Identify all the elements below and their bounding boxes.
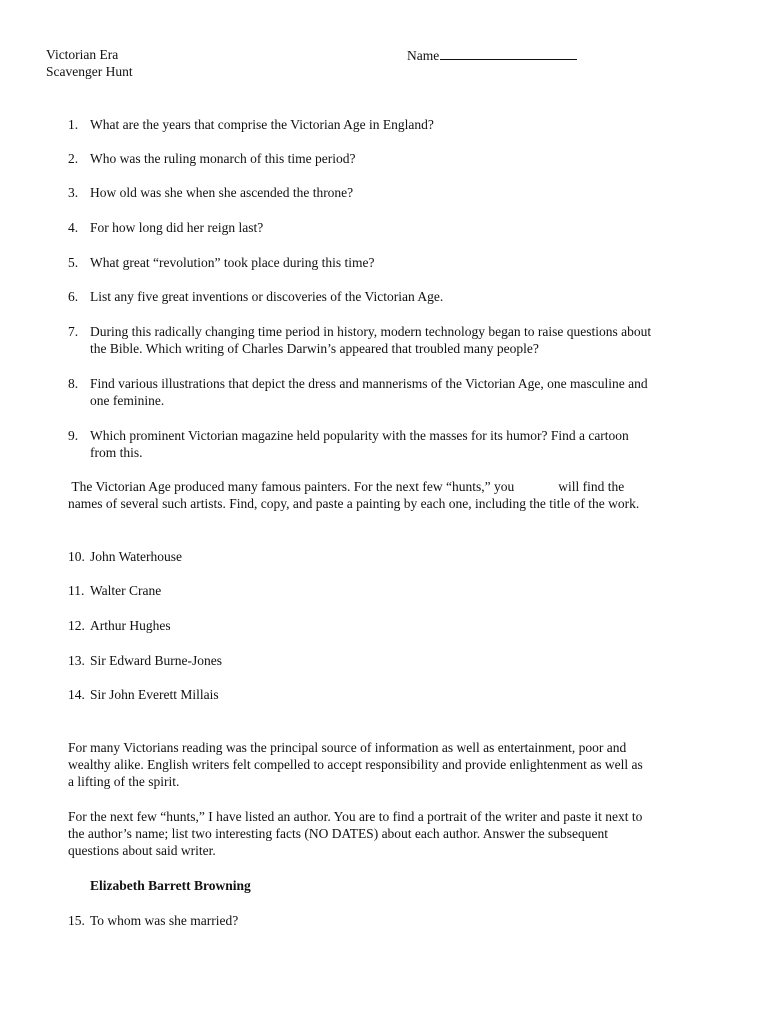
question-number: 4. [68, 220, 79, 235]
question-number: 15. [68, 913, 85, 928]
question-number: 1. [68, 117, 79, 132]
question-8 [68, 375, 728, 409]
question-text [90, 375, 728, 409]
question-3 [68, 184, 728, 201]
title-line-1: Victorian Era [46, 47, 119, 62]
artist-number: 13. [68, 653, 85, 668]
question-text: List any five great inventions or discoveries of the Victorian Age. [90, 289, 444, 304]
question-text: What are the years that comprise the Victorian Age in England? [90, 117, 434, 132]
question-6 [68, 288, 728, 305]
question-line: Which prominent Victorian magazine held popularity with the masses for its humor? Find a cartoon [90, 428, 629, 443]
artist-name: Walter Crane [90, 583, 162, 598]
question-text [90, 427, 728, 461]
question-text: For how long did her reign last? [90, 220, 264, 235]
question-text [90, 323, 728, 357]
question-2 [68, 150, 728, 167]
question-number: 9. [68, 428, 79, 443]
question-line: Find various illustrations that depict the dress and mannerisms of the Victorian Age, one masculine and [90, 376, 648, 391]
artist-number: 12. [68, 618, 85, 633]
question-number: 8. [68, 376, 79, 391]
artist-item-12 [68, 617, 171, 634]
question-text: To whom was she married? [90, 913, 239, 928]
artist-name: Arthur Hughes [90, 618, 171, 633]
paragraph-line: For the next few “hunts,” I have listed an author. You are to find a portrait of the writer and paste it next to [68, 809, 643, 824]
artist-name: Sir John Everett Millais [90, 687, 219, 702]
intro-line: names of several such artists. Find, copy, and paste a painting by each one, including the title of the work. [68, 496, 640, 511]
painters-intro [68, 478, 728, 512]
artist-item-13 [68, 652, 222, 669]
author-heading: Elizabeth Barrett Browning [90, 878, 251, 893]
artist-number: 11. [68, 583, 85, 598]
question-number: 3. [68, 185, 79, 200]
paragraph-line: the author’s name; list two interesting facts (NO DATES) about each author. Answer the subsequent [68, 826, 609, 841]
question-7 [68, 323, 728, 357]
artist-number: 10. [68, 549, 85, 564]
intro-text-a: The Victorian Age produced many famous painters. For the next few “hunts,” you [71, 479, 515, 494]
paragraph-line: a lifting of the spirit. [68, 774, 180, 789]
reading-paragraph [68, 739, 720, 790]
artist-item-14 [68, 686, 219, 703]
question-number: 2. [68, 151, 79, 166]
artist-item-10 [68, 548, 182, 565]
question-line: from this. [90, 445, 143, 460]
question-1 [68, 116, 728, 133]
question-5 [68, 254, 728, 271]
question-text: Who was the ruling monarch of this time period? [90, 151, 356, 166]
paragraph-line: questions about said writer. [68, 843, 216, 858]
name-field [407, 46, 577, 64]
question-9 [68, 427, 728, 461]
question-line: During this radically changing time period in history, modern technology began to raise questions about [90, 324, 652, 339]
worksheet-title [46, 46, 133, 80]
intro-text-b: will find the [558, 479, 625, 494]
name-blank-line [440, 46, 577, 60]
intro-line [68, 478, 728, 495]
artist-name: John Waterhouse [90, 549, 183, 564]
question-number: 6. [68, 289, 79, 304]
question-line: one feminine. [90, 393, 165, 408]
artist-item-11 [68, 582, 161, 599]
question-text: What great “revolution” took place during this time? [90, 255, 375, 270]
paragraph-line: wealthy alike. English writers felt compelled to accept responsibility and provide enlightenment as well as [68, 757, 643, 772]
paragraph-line: For many Victorians reading was the principal source of information as well as entertainment, poor and [68, 740, 627, 755]
artist-name: Sir Edward Burne-Jones [90, 653, 222, 668]
question-number: 7. [68, 324, 79, 339]
question-text: How old was she when she ascended the throne? [90, 185, 354, 200]
question-number: 5. [68, 255, 79, 270]
question-line: the Bible. Which writing of Charles Darwin’s appeared that troubled many people? [90, 341, 539, 356]
question-15 [68, 912, 238, 929]
artist-number: 14. [68, 687, 85, 702]
authors-instructions-paragraph [68, 808, 720, 859]
name-label: Name [407, 48, 440, 63]
question-4 [68, 219, 728, 236]
title-line-2: Scavenger Hunt [46, 64, 133, 79]
